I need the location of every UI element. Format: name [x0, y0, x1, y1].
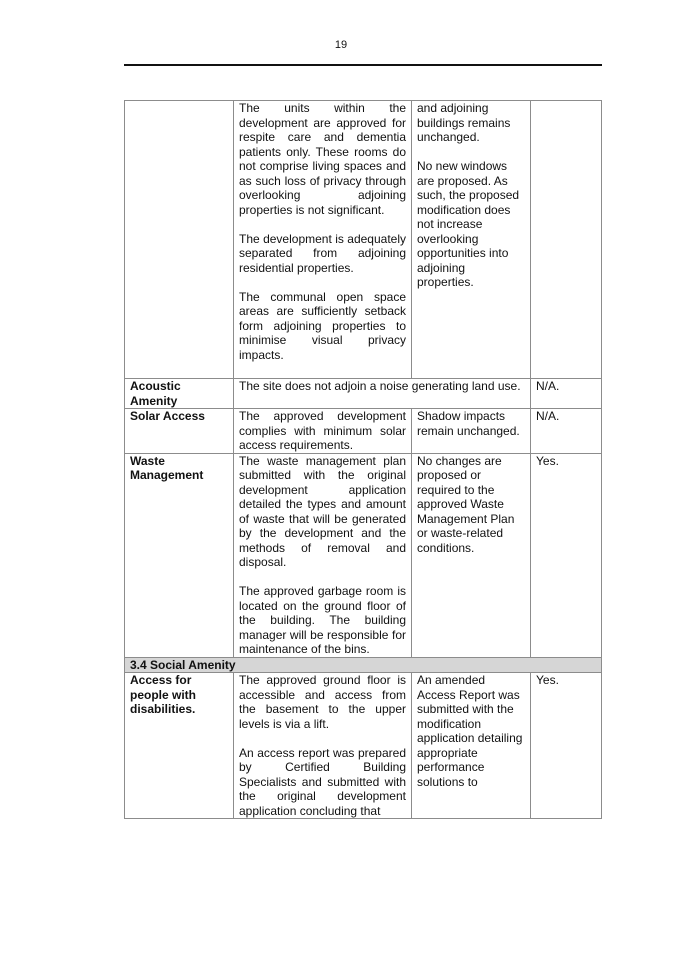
assessment-paragraph: An access report was prepared by Certified Building Specialists and submitted with the original development application concluding that	[239, 745, 406, 818]
modification-paragraph: Shadow impacts remain unchanged.	[417, 409, 520, 438]
table-row	[125, 453, 602, 657]
assessment-cell	[234, 673, 412, 819]
assessment-paragraph: The waste management plan submitted with the original development application detailed the types and amount of waste that will be generated by the development and the methods of removal and disposal.	[239, 453, 406, 569]
modification-cell	[412, 409, 531, 454]
assessment-paragraph: The units within the development are approved for respite care and dementia patients only. These rooms do not comprise living spaces and as such loss of privacy through overlooking adjoining properties is not significant.	[239, 101, 406, 217]
row-label: Solar Access	[125, 409, 234, 454]
assessment-paragraph: The approved garbage room is located on the ground floor of the building. The building manager will be responsible for maintenance of the bins.	[239, 584, 406, 656]
row-label	[125, 101, 234, 379]
modification-paragraph: No changes are proposed or required to the approved Waste Management Plan or waste-related conditions.	[417, 453, 515, 555]
header-rule	[124, 64, 602, 66]
modification-cell	[412, 101, 531, 379]
modification-paragraph: No new windows are proposed. As such, the proposed modification does not increase overlooking opportunities into adjoining properties.	[417, 159, 520, 289]
assessment-cell	[234, 379, 531, 409]
row-label: Access for people with disabilities.	[125, 673, 234, 819]
complies-cell: N/A.	[531, 379, 602, 409]
modification-cell	[412, 673, 531, 819]
assessment-table	[124, 100, 602, 819]
table-row	[125, 673, 602, 819]
assessment-paragraph: The communal open space areas are sufficiently setback form adjoining properties to minimise visual privacy impacts.	[239, 289, 406, 362]
modification-cell	[412, 453, 531, 657]
page-number: 19	[334, 39, 348, 51]
complies-cell: N/A.	[531, 409, 602, 454]
table-row	[125, 379, 602, 409]
table-row	[125, 409, 602, 454]
assessment-cell	[234, 101, 412, 379]
assessment-cell	[234, 453, 412, 657]
row-label: Waste Management	[125, 453, 234, 657]
section-header-row	[125, 657, 602, 673]
assessment-paragraph: The site does not adjoin a noise generating land use.	[239, 379, 521, 393]
assessment-paragraph: The approved ground floor is accessible and access from the basement to the upper levels is via a lift.	[239, 673, 406, 731]
modification-paragraph: An amended Access Report was submitted with the modification application detailing appropriate performance solutions to	[417, 673, 523, 789]
section-heading: 3.4 Social Amenity	[125, 657, 602, 673]
table-row	[125, 101, 602, 379]
complies-cell	[531, 101, 602, 379]
assessment-paragraph: The development is adequately separated from adjoining residential properties.	[239, 231, 406, 275]
assessment-cell	[234, 409, 412, 454]
modification-paragraph: and adjoining buildings remains unchanged.	[417, 101, 511, 144]
row-label: Acoustic Amenity	[125, 379, 234, 409]
complies-cell: Yes.	[531, 453, 602, 657]
assessment-paragraph: The approved development complies with minimum solar access requirements.	[239, 409, 406, 452]
complies-cell: Yes.	[531, 673, 602, 819]
